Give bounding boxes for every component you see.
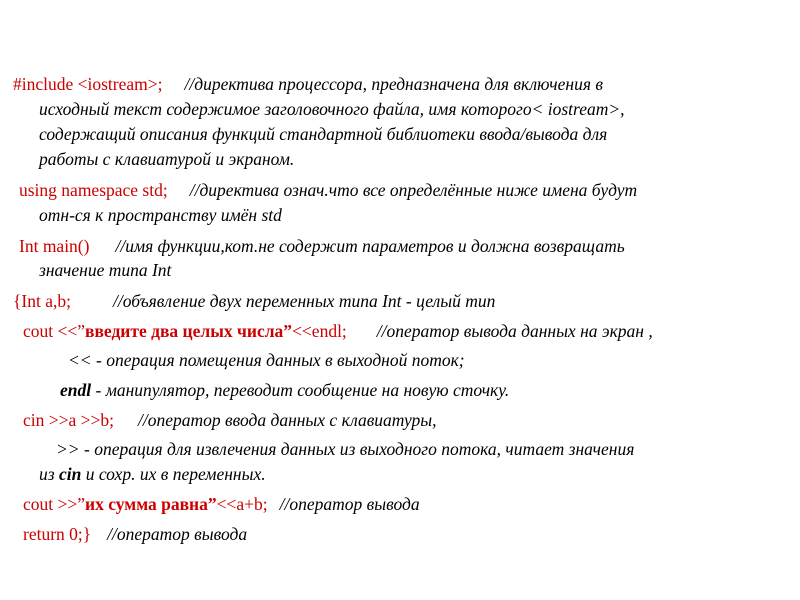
- cout-sum-code-end: <<a+b;: [216, 494, 268, 514]
- main-comment: //имя функции,кот.не содержит параметров и должна возвращать: [115, 236, 625, 256]
- declaration-code: {Int a,b;: [13, 291, 71, 311]
- extraction-note-prefix: из: [39, 464, 59, 484]
- include-comment: //директива процессора, предназначена для включения в: [184, 74, 603, 94]
- main-comment-line-2: значение типа Int: [39, 260, 172, 280]
- namespace-comment: //директива означ.что все определённые ниже имена будут: [189, 180, 638, 200]
- cout-sum-comment: //оператор вывода: [279, 494, 420, 514]
- cout-sum-line: [23, 494, 420, 514]
- endl-description: - манипулятор, переводит сообщение на новую сточку.: [91, 380, 510, 400]
- include-comment-line-2: исходный текст содержимое заголовочного файла, имя которого< iostream>,: [39, 99, 625, 119]
- endl-keyword: endl: [60, 380, 92, 400]
- cout-code-start: cout <<”: [23, 321, 86, 341]
- include-code: #include <iostream>;: [13, 74, 163, 94]
- cin-code: cin >>a >>b;: [23, 410, 114, 430]
- cout-code-end: <<endl;: [292, 321, 347, 341]
- namespace-line: [19, 180, 637, 200]
- include-comment-line-4: работы с клавиатурой и экраном.: [39, 149, 295, 169]
- declaration-line: [13, 291, 495, 311]
- extraction-operator-note-line-2: [39, 464, 266, 484]
- cin-comment: //оператор ввода данных с клавиатуры,: [138, 410, 437, 430]
- cout-input-prompt-line: [23, 321, 653, 341]
- main-line: [19, 236, 625, 256]
- cin-line: [23, 410, 437, 430]
- cout-string-literal: введите два целых числа”: [85, 321, 293, 341]
- cin-keyword: cin: [58, 464, 82, 484]
- namespace-comment-line-2: отн-ся к пространству имён std: [39, 205, 282, 225]
- cout-comment: //оператор вывода данных на экран ,: [376, 321, 653, 341]
- return-comment: //оператор вывода: [107, 524, 248, 544]
- return-code: return 0;}: [23, 524, 92, 544]
- main-code: Int main(): [19, 236, 90, 256]
- extraction-note-suffix: и сохр. их в переменных.: [81, 464, 266, 484]
- cout-sum-string-literal: их сумма равна”: [85, 494, 217, 514]
- insertion-operator-note: << - операция помещения данных в выходной поток;: [68, 350, 465, 370]
- include-comment-line-3: содержащий описания функций стандартной библиотеки ввода/вывода для: [39, 124, 608, 144]
- declaration-comment: //объявление двух переменных типа Int - целый тип: [112, 291, 496, 311]
- cout-sum-code-start: cout >>”: [23, 494, 86, 514]
- extraction-operator-note: >> - операция для извлечения данных из выходного потока, читает значения: [56, 439, 635, 459]
- return-line: [23, 524, 247, 544]
- namespace-code: using namespace std;: [19, 180, 168, 200]
- endl-note: [60, 380, 509, 400]
- include-line: [13, 74, 603, 94]
